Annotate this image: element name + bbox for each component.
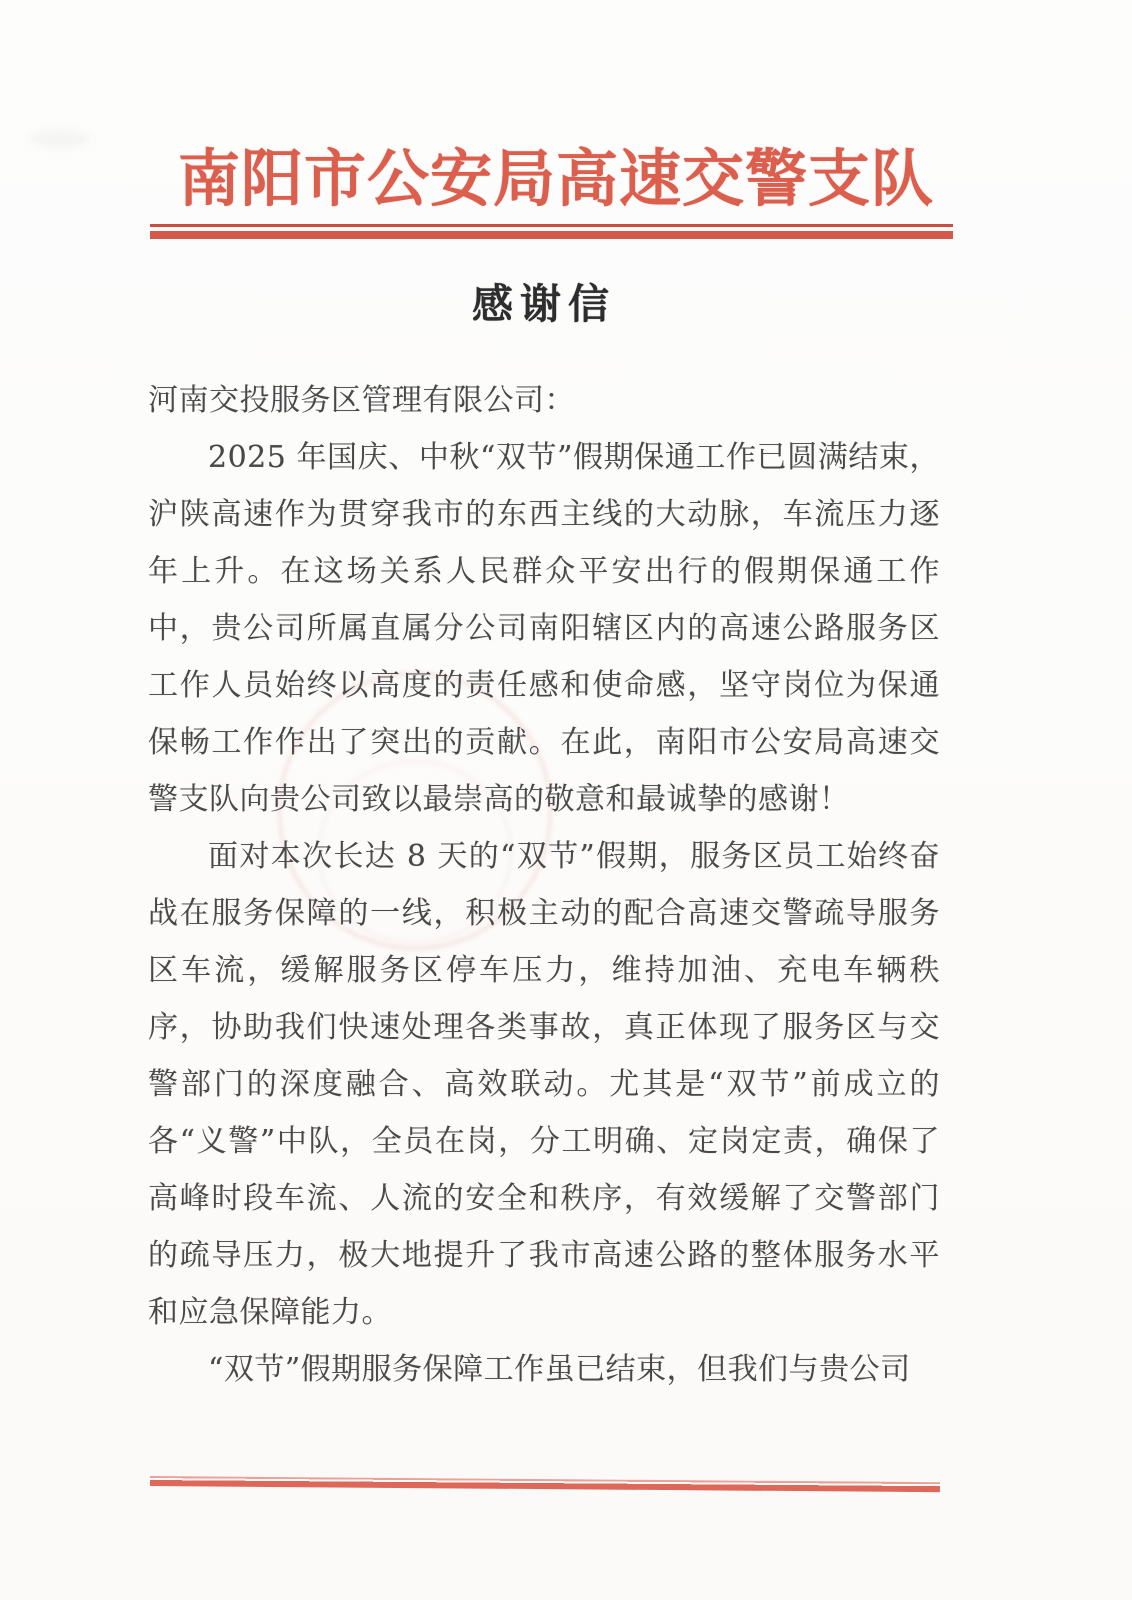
letterhead-double-rule	[150, 224, 953, 239]
paragraph-2: 面对本次长达 8 天的“双节”假期，服务区员工始终奋战在服务保障的一线，积极主动的配合高速交警疏导服务区车流，缓解服务区停车压力，维持加油、充电车辆秩序，协助我们快速处理各类事故，真正体现了服务区与交警部门的深度融合、高效联动。尤其是“双节”前成立的各“义警”中队，全员在岗，分工明确、定岗定责，确保了高峰时段车流、人流的安全和秩序，有效缓解了交警部门的疏导压力，极大地提升了我市高速公路的整体服务水平和应急保障能力。	[148, 839, 940, 1330]
paragraph-1: 2025 年国庆、中秋“双节”假期保通工作已圆满结束，沪陕高速作为贯穿我市的东西主线的大动脉，车流压力逐年上升。在这场关系人民群众平安出行的假期保通工作中，贵公司所属直属分公司南阳辖区内的高速公路服务区工作人员始终以高度的责任感和使命感，坚守岗位为保通保畅工作作出了突出的贡献。在此，南阳市公安局高速交警支队向贵公司致以最崇高的敬意和最诚挚的感谢！	[148, 440, 940, 817]
letterhead-org-title: 南阳市公安局高速交警支队	[177, 142, 934, 215]
salutation-line: 河南交投服务区管理有限公司：	[148, 383, 575, 418]
paragraph-3: “双节”假期服务保障工作虽已结束，但我们与贵公司	[208, 1352, 911, 1387]
letter-title: 感谢信	[472, 280, 616, 328]
scan-smudge-mark	[30, 130, 90, 148]
footer-red-rule	[150, 1476, 940, 1492]
letter-body	[148, 372, 940, 1398]
